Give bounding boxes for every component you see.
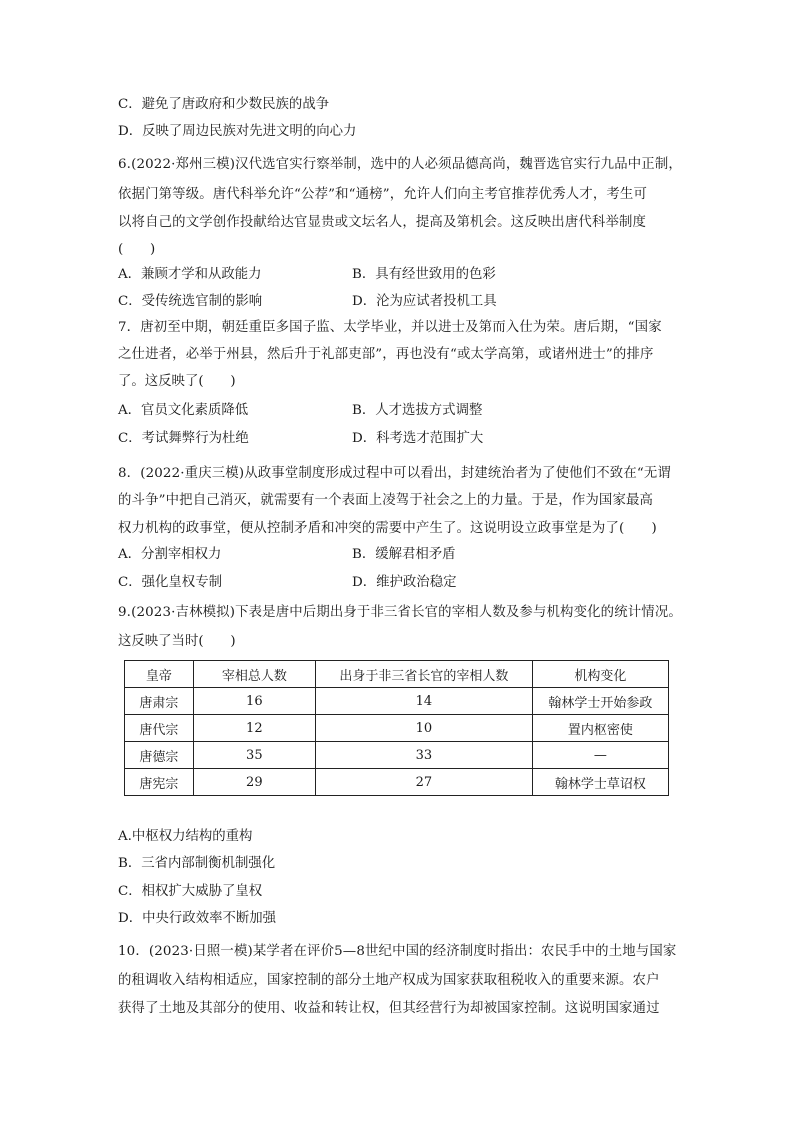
q6-stem-line-2: 依据门第等级。唐代科举允许“公荐”和“通榜”，允许人们向主考官推荐优秀人才，考生可: [118, 187, 647, 202]
table-cell: 16: [193, 688, 315, 715]
table-header-cell: 机构变化: [532, 661, 668, 688]
q7-stem-line-1: 7．唐初至中期，朝廷重臣多国子监、太学毕业，并以进士及第而入仕为荣。唐后期，“国家: [118, 320, 662, 335]
table-cell: 29: [193, 769, 315, 796]
q9-option-c: C．相权扩大威胁了皇权: [118, 884, 263, 899]
q7-option-b: B．人才选拔方式调整: [352, 403, 483, 418]
q8-option-b: B．缓解君相矛盾: [352, 547, 456, 562]
q9-option-d: D．中央行政效率不断加强: [118, 911, 277, 926]
q9-stem-line-2: 这反映了当时( ): [118, 634, 236, 649]
q7-options-row-2: [118, 430, 688, 448]
q10-stem-line-3: 获得了土地及其部分的使用、收益和转让权，但其经营行为却被国家控制。这说明国家通过: [118, 1001, 660, 1016]
table-cell: 27: [316, 769, 533, 796]
q9-data-table: [124, 660, 669, 796]
q8-options-row-1: [118, 546, 688, 564]
q9-option-b: B．三省内部制衡机制强化: [118, 856, 276, 871]
table-cell: 12: [193, 715, 315, 742]
table-row: [125, 688, 669, 715]
q8-stem-line-2: 的斗争”中把自己消灭，就需要有一个表面上凌驾于社会之上的力量。于是，作为国家最高: [118, 493, 654, 508]
q6-answer-blank: ( ): [118, 242, 156, 257]
q6-stem-line-1: 6.(2022·郑州三模)汉代选官实行察举制，选中的人必须品德高尚，魏晋选官实行九品中正制，: [118, 157, 682, 172]
q8-option-c: C．强化皇权专制: [118, 575, 222, 590]
q9-stem-line-1: 9.(2023·吉林模拟)下表是唐中后期出身于非三省长官的宰相人数及参与机构变化的统计情况。: [118, 605, 682, 620]
table-header-cell: 宰相总人数: [193, 661, 315, 688]
table-cell: 35: [193, 742, 315, 769]
table-cell: 唐代宗: [125, 715, 194, 742]
table-header-row: [125, 661, 669, 688]
table-header-cell: 出身于非三省长官的宰相人数: [316, 661, 533, 688]
q6-options-row-1: [118, 266, 688, 284]
q5-option-c: C．避免了唐政府和少数民族的战争: [118, 97, 330, 112]
table-cell: 唐宪宗: [125, 769, 194, 796]
table-cell: 置内枢密使: [532, 715, 668, 742]
q7-option-a: A．官员文化素质降低: [118, 403, 249, 418]
table-cell: 10: [316, 715, 533, 742]
q6-options-row-2: [118, 293, 688, 311]
q8-stem-line-3: 权力机构的政事堂，便从控制矛盾和冲突的需要中产生了。这说明设立政事堂是为了( ): [118, 521, 657, 536]
q6-option-b: B．具有经世致用的色彩: [352, 267, 496, 282]
q7-option-d: D．科考选才范围扩大: [352, 431, 484, 446]
table-cell: 唐德宗: [125, 742, 194, 769]
table-cell: 33: [316, 742, 533, 769]
table-row: [125, 742, 669, 769]
q8-stem-line-1: 8．(2022·重庆三模)从政事堂制度形成过程中可以看出，封建统治者为了使他们不致在“无谓: [118, 466, 671, 481]
table-cell: —: [532, 742, 668, 769]
table-cell: 翰林学士开始参政: [532, 688, 668, 715]
q7-stem-line-2: 之仕进者，必举于州县，然后升于礼部吏部”，再也没有“或太学高第，或诸州进士”的排序: [118, 347, 654, 362]
q5-option-d: D．反映了周边民族对先进文明的向心力: [118, 124, 357, 139]
q8-options-row-2: [118, 574, 688, 592]
table-row: [125, 715, 669, 742]
table-cell: 14: [316, 688, 533, 715]
q6-option-a: A．兼顾才学和从政能力: [118, 267, 262, 282]
q9-option-a: A.中枢权力结构的重构: [118, 829, 253, 844]
q7-stem-line-3: 了。这反映了( ): [118, 374, 236, 389]
q7-option-c: C．考试舞弊行为杜绝: [118, 431, 249, 446]
q8-option-a: A．分割宰相权力: [118, 547, 222, 562]
q10-stem-line-2: 的租调收入结构相适应，国家控制的部分土地产权成为国家获取租税收入的重要来源。农户: [118, 973, 660, 988]
table-row: [125, 769, 669, 796]
q10-stem-line-1: 10．(2023·日照一模)某学者在评价5—8世纪中国的经济制度时指出：农民手中的土地与国家: [118, 944, 677, 959]
q6-stem-line-3: 以将自己的文学创作投献给达官显贵或文坛名人，提高及第机会。这反映出唐代科举制度: [118, 215, 647, 230]
q7-options-row-1: [118, 402, 688, 420]
q6-option-c: C．受传统选官制的影响: [118, 294, 263, 309]
table-header-cell: 皇帝: [125, 661, 194, 688]
table-cell: 唐肃宗: [125, 688, 194, 715]
table-cell: 翰林学士草诏权: [532, 769, 668, 796]
q6-option-d: D．沦为应试者投机工具: [352, 294, 497, 309]
q8-option-d: D．维护政治稳定: [352, 575, 457, 590]
